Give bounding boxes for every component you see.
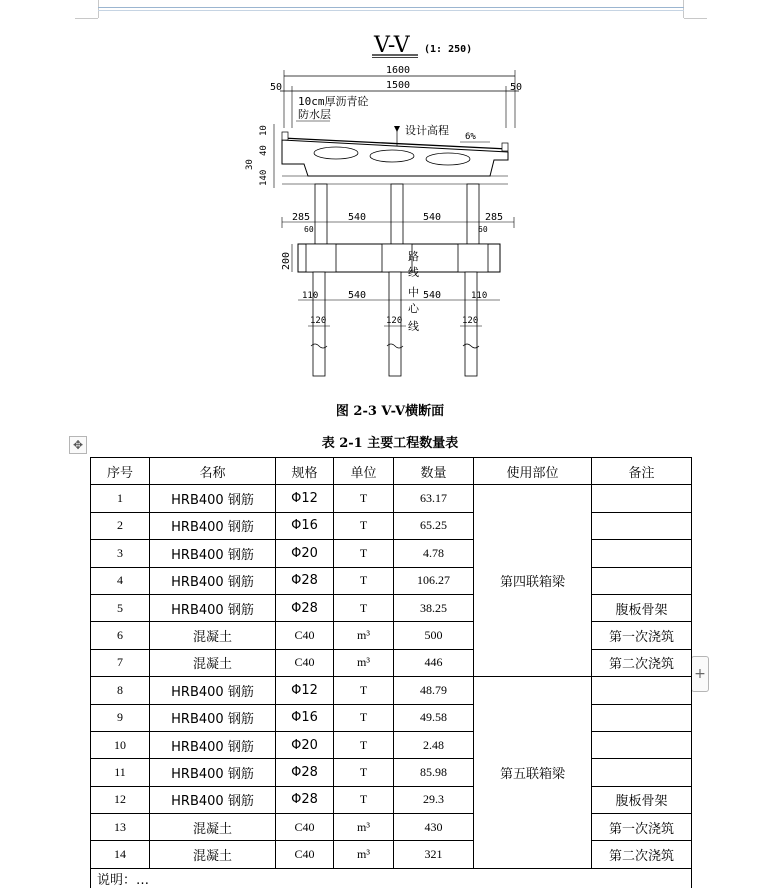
- cell-note: [592, 567, 692, 594]
- cell-no: 14: [91, 841, 150, 868]
- dim-side-left: 50: [270, 82, 283, 93]
- cell-qty: 106.27: [394, 567, 474, 594]
- cell-qty: 48.79: [394, 677, 474, 704]
- cell-note: [592, 731, 692, 758]
- cell-spec: Φ20: [276, 540, 334, 567]
- table-note-row: [91, 868, 692, 888]
- cell-name: HRB400 钢筋: [150, 677, 276, 704]
- dim-span-1: 540: [348, 212, 367, 223]
- dim-pile-span-2: 540: [423, 290, 442, 301]
- cell-note: 腹板骨架: [592, 786, 692, 813]
- cell-unit: T: [334, 540, 394, 567]
- cell-unit: m³: [334, 622, 394, 649]
- cell-no: 11: [91, 759, 150, 786]
- dim-pile-110-left: 110: [302, 291, 319, 301]
- cell-note: [592, 540, 692, 567]
- cell-spec: C40: [276, 814, 334, 841]
- dim-pile-d-2: 120: [386, 316, 403, 326]
- cell-no: 8: [91, 677, 150, 704]
- cell-unit: T: [334, 731, 394, 758]
- header-cell-unit: 单位: [334, 458, 394, 485]
- dim-inner: 1500: [386, 80, 411, 91]
- dim-cap-60-left: 60: [304, 225, 314, 234]
- cell-qty: 38.25: [394, 594, 474, 621]
- cell-note: [592, 704, 692, 731]
- cell-name: HRB400 钢筋: [150, 759, 276, 786]
- quantity-table: [90, 457, 692, 888]
- header-cell-qty: 数量: [394, 458, 474, 485]
- cell-spec: Φ28: [276, 759, 334, 786]
- column-center: [391, 184, 403, 244]
- centerline-char-5: 线: [408, 320, 419, 333]
- cell-name: HRB400 钢筋: [150, 786, 276, 813]
- cell-location-group-5: 第五联箱梁: [474, 677, 592, 869]
- cell-no: 6: [91, 622, 150, 649]
- table-row: [91, 594, 692, 621]
- cell-name: HRB400 钢筋: [150, 485, 276, 512]
- cell-unit: T: [334, 567, 394, 594]
- cell-unit: T: [334, 786, 394, 813]
- header-cell-spec: 规格: [276, 458, 334, 485]
- centerline-char-3: 中: [408, 286, 419, 299]
- header-cell-note: 备注: [592, 458, 692, 485]
- plus-icon[interactable]: +: [691, 656, 709, 692]
- dim-pile-110-right: 110: [471, 291, 488, 301]
- dim-cap-60-right: 60: [478, 225, 488, 234]
- cell-qty: 500: [394, 622, 474, 649]
- cell-unit: m³: [334, 649, 394, 676]
- cell-no: 5: [91, 594, 150, 621]
- header-rule: [98, 7, 684, 8]
- table-caption: 表 2-1 主要工程数量表: [321, 436, 459, 451]
- dim-cap-left: 285: [292, 212, 311, 223]
- table-row: [91, 649, 692, 676]
- cell-name: HRB400 钢筋: [150, 731, 276, 758]
- cell-note: [592, 677, 692, 704]
- page-margin-mark-left: [98, 0, 99, 18]
- cell-qty: 430: [394, 814, 474, 841]
- cell-note: [592, 485, 692, 512]
- centerline-char-2: 线: [408, 266, 419, 279]
- cell-no: 10: [91, 731, 150, 758]
- header-cell-location: 使用部位: [474, 458, 592, 485]
- cell-no: 2: [91, 512, 150, 539]
- dim-beam-height: 200: [281, 251, 292, 270]
- dim-side-right: 50: [510, 82, 523, 93]
- table-row: [91, 786, 692, 813]
- cell-spec: Φ12: [276, 485, 334, 512]
- cell-name: 混凝土: [150, 622, 276, 649]
- label-waterproof: 防水层: [298, 108, 331, 121]
- cell-spec: Φ16: [276, 512, 334, 539]
- cell-qty: 2.48: [394, 731, 474, 758]
- cell-note: [592, 759, 692, 786]
- cell-qty: 4.78: [394, 540, 474, 567]
- dim-h30: 30: [245, 159, 255, 170]
- dim-span-2: 540: [423, 212, 442, 223]
- table-note: 说明：…: [91, 868, 692, 888]
- cell-unit: m³: [334, 841, 394, 868]
- cell-unit: T: [334, 512, 394, 539]
- cell-name: HRB400 钢筋: [150, 512, 276, 539]
- move-arrows-icon[interactable]: ✥: [69, 436, 87, 454]
- cell-qty: 85.98: [394, 759, 474, 786]
- cell-qty: 446: [394, 649, 474, 676]
- cross-section-drawing: [245, 28, 528, 388]
- dim-h140: 140: [259, 169, 269, 186]
- cell-note: 腹板骨架: [592, 594, 692, 621]
- cell-spec: Φ12: [276, 677, 334, 704]
- cell-qty: 49.58: [394, 704, 474, 731]
- cell-qty: 321: [394, 841, 474, 868]
- table-row: [91, 731, 692, 758]
- cell-no: 4: [91, 567, 150, 594]
- table-row: [91, 814, 692, 841]
- label-design-elevation: 设计高程: [405, 124, 449, 137]
- cell-name: HRB400 钢筋: [150, 567, 276, 594]
- table-row: [91, 704, 692, 731]
- cell-spec: Φ20: [276, 731, 334, 758]
- cell-spec: Φ28: [276, 594, 334, 621]
- cell-spec: Φ16: [276, 704, 334, 731]
- cell-unit: T: [334, 677, 394, 704]
- figure-caption: 图 2-3 V-V横断面: [335, 404, 445, 419]
- dim-h40: 40: [259, 145, 269, 156]
- label-asphalt: 10cm厚沥青砼: [298, 95, 369, 108]
- dim-h10: 10: [259, 125, 269, 136]
- cell-spec: C40: [276, 649, 334, 676]
- cell-location-group-4: 第四联箱梁: [474, 485, 592, 677]
- header-rule-secondary: [98, 10, 684, 11]
- page-margin-mark-right: [683, 0, 684, 18]
- column-right: [467, 184, 479, 244]
- label-slope: 6%: [465, 132, 476, 142]
- cell-name: HRB400 钢筋: [150, 594, 276, 621]
- cell-spec: Φ28: [276, 567, 334, 594]
- cell-name: HRB400 钢筋: [150, 704, 276, 731]
- cell-note: [592, 512, 692, 539]
- header-cell-name: 名称: [150, 458, 276, 485]
- centerline-char-1: 路: [408, 250, 419, 263]
- drawing-title: V-V: [374, 33, 410, 58]
- cell-note: 第二次浇筑: [592, 841, 692, 868]
- cell-note: 第一次浇筑: [592, 622, 692, 649]
- table-row: [91, 677, 692, 704]
- cell-spec: Φ28: [276, 786, 334, 813]
- table-row: [91, 759, 692, 786]
- column-left: [315, 184, 327, 244]
- header-cell-no: 序号: [91, 458, 150, 485]
- cell-unit: T: [334, 485, 394, 512]
- cell-no: 7: [91, 649, 150, 676]
- cell-note: 第一次浇筑: [592, 814, 692, 841]
- cell-unit: T: [334, 704, 394, 731]
- cell-name: 混凝土: [150, 814, 276, 841]
- dim-total: 1600: [386, 65, 411, 76]
- dim-pile-d-1: 120: [310, 316, 327, 326]
- cell-no: 3: [91, 540, 150, 567]
- centerline-char-4: 心: [408, 302, 419, 315]
- cell-qty: 63.17: [394, 485, 474, 512]
- table-row: [91, 512, 692, 539]
- drawing-scale: (1: 250): [424, 44, 473, 55]
- margin-tick-right: [684, 18, 707, 19]
- cell-no: 12: [91, 786, 150, 813]
- cell-no: 1: [91, 485, 150, 512]
- cell-unit: T: [334, 594, 394, 621]
- cell-name: HRB400 钢筋: [150, 540, 276, 567]
- dim-pile-d-3: 120: [462, 316, 479, 326]
- cell-qty: 29.3: [394, 786, 474, 813]
- dim-cap-right: 285: [485, 212, 504, 223]
- cell-note: 第二次浇筑: [592, 649, 692, 676]
- table-row: [91, 485, 692, 512]
- cell-no: 9: [91, 704, 150, 731]
- cell-unit: m³: [334, 814, 394, 841]
- cell-spec: C40: [276, 622, 334, 649]
- cell-qty: 65.25: [394, 512, 474, 539]
- table-row: [91, 540, 692, 567]
- cell-unit: T: [334, 759, 394, 786]
- table-row: [91, 841, 692, 868]
- table-row: [91, 622, 692, 649]
- table-row: [91, 567, 692, 594]
- dim-pile-span-1: 540: [348, 290, 367, 301]
- cell-name: 混凝土: [150, 649, 276, 676]
- margin-tick-left: [75, 18, 98, 19]
- cell-spec: C40: [276, 841, 334, 868]
- cell-no: 13: [91, 814, 150, 841]
- table-header-row: [91, 458, 692, 485]
- cell-name: 混凝土: [150, 841, 276, 868]
